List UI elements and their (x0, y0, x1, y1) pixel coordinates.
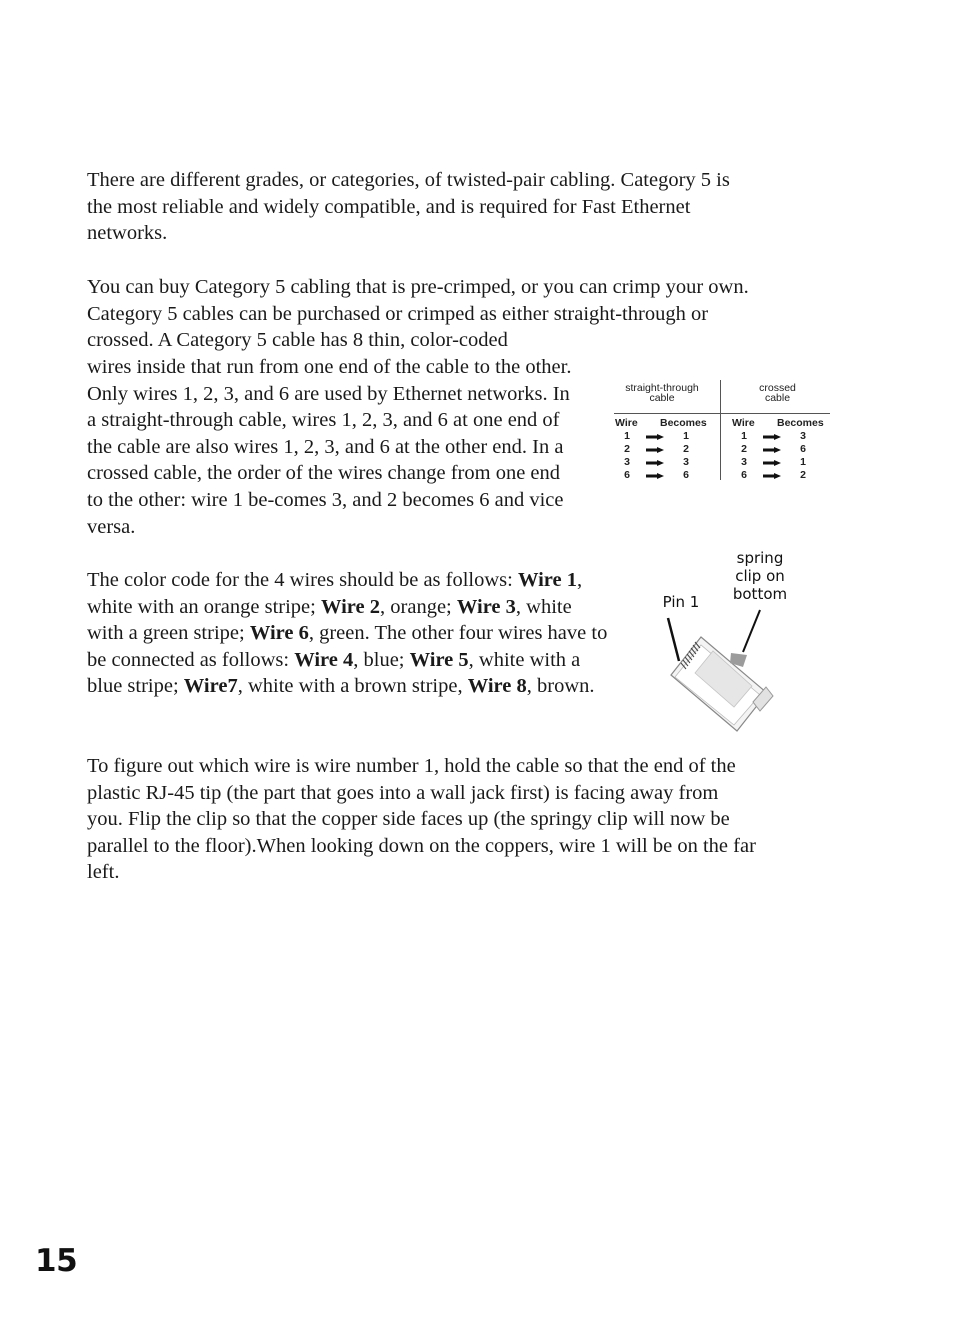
arrow-right-icon (763, 447, 781, 453)
crossed-becomes-header: Becomes (777, 417, 824, 429)
text-run: The color code for the 4 wires should be as follows: (87, 569, 518, 591)
arrow-right-icon (646, 434, 664, 440)
arrow-right-icon (646, 460, 664, 466)
crossed-wire-header: Wire (732, 417, 755, 429)
table-header-divider (614, 413, 830, 414)
arrow-right-icon (763, 434, 781, 440)
crossed-title: crossed (759, 382, 796, 394)
bold-wire-label: Wire 8 (467, 675, 527, 698)
text-run: , blue; (353, 648, 410, 671)
bold-wire-label: Wire 1 (517, 569, 577, 591)
arrow-right-icon (763, 473, 781, 479)
rj45-plug-icon (655, 545, 805, 735)
straight-wire-header: Wire (615, 417, 638, 429)
crossed-wire-cell: 6 (741, 469, 747, 481)
crossed-becomes-cell: 1 (800, 456, 806, 468)
bold-wire-label: Wire 5 (409, 648, 469, 671)
bold-wire-label: Wire 6 (249, 622, 309, 645)
text-run: , white with a green stripe; (87, 595, 572, 645)
text-run: , white with a brown stripe, (237, 675, 468, 698)
straight-through-heading (612, 383, 712, 403)
text-run: , brown. (526, 675, 595, 698)
paragraph-color-code (87, 567, 612, 700)
straight-wire-cell: 6 (624, 469, 630, 481)
table-column-divider (720, 380, 721, 480)
arrow-right-icon (646, 473, 664, 479)
straight-through-subtitle: cable (649, 392, 675, 404)
straight-wire-cell: 2 (624, 443, 630, 455)
pin-1-label: Pin 1 (662, 593, 700, 611)
straight-through-title: straight-through (625, 382, 699, 394)
crossed-wire-cell: 2 (741, 443, 747, 455)
spring-clip-label-line: bottom (732, 585, 788, 603)
crossed-becomes-cell: 6 (800, 443, 806, 455)
text-run: , green. The other four wires have to be connected as follows: (87, 622, 608, 671)
text-run: , white with a blue stripe; (87, 648, 581, 698)
bold-wire-label: Wire 2 (320, 595, 381, 618)
spring-clip-label-line: spring (736, 549, 784, 567)
straight-becomes-cell: 1 (683, 430, 689, 442)
straight-becomes-cell: 3 (683, 456, 689, 468)
straight-becomes-cell: 2 (683, 443, 689, 455)
rj45-connector-figure (655, 545, 805, 735)
paragraph-cabling-types-continued: wires inside that run from one end of the cable to the other. Only wires 1, 2, 3, and 6 are used by Ethernet networks. In a straight-through cable, wires 1, 2, 3, and 6 at one end of the cable are also wires 1, 2, 3, and 6 at the other end. In a crossed cable, the order of the wires change from one end to the other: wire 1 be-comes 3, and 2 becomes 6 and vice versa. (87, 356, 572, 538)
paragraph-identify-wire-1: To figure out which wire is wire number 1, hold the cable so that the end of the plastic RJ-45 tip (the part that goes into a wall jack first) is facing away from you. Flip the clip so that the copper side faces up (the springy clip will now be parallel to the floor).When looking down on the coppers, wire 1 will be on the far left. (87, 755, 756, 884)
page-number: 15 (35, 1243, 78, 1279)
paragraph-cable-categories: There are different grades, or categories, of twisted-pair cabling. Category 5 is the most reliable and widely compatible, and is required for Fast Ethernet networks. (87, 169, 730, 245)
straight-wire-cell: 3 (624, 456, 630, 468)
paragraph-cabling-types: You can buy Category 5 cabling that is pre-crimped, or you can crimp your own. Category 5 cables can be purchased or crimped as either straight-through or crossed. A Category 5 cable has 8 thin, color-coded (87, 276, 749, 352)
crossed-becomes-cell: 3 (800, 430, 806, 442)
spring-clip-label-line: clip on (735, 567, 785, 585)
text-run: , orange; (380, 595, 457, 618)
straight-becomes-header: Becomes (660, 417, 707, 429)
crossed-subtitle: cable (764, 392, 791, 404)
arrow-right-icon (763, 460, 781, 466)
straight-becomes-cell: 6 (683, 469, 689, 481)
straight-wire-cell: 1 (624, 430, 630, 442)
crossed-becomes-cell: 2 (800, 469, 806, 481)
bold-wire-label: Wire 3 (456, 595, 516, 618)
crossed-heading (730, 383, 825, 403)
arrow-right-icon (646, 447, 664, 453)
bold-wire-label: Wire7 (183, 675, 238, 698)
wiring-table-figure (612, 380, 832, 480)
bold-wire-label: Wire 4 (294, 648, 354, 671)
crossed-wire-cell: 3 (741, 456, 747, 468)
text-run: , white with an orange stripe; (87, 569, 583, 618)
crossed-wire-cell: 1 (741, 430, 747, 442)
